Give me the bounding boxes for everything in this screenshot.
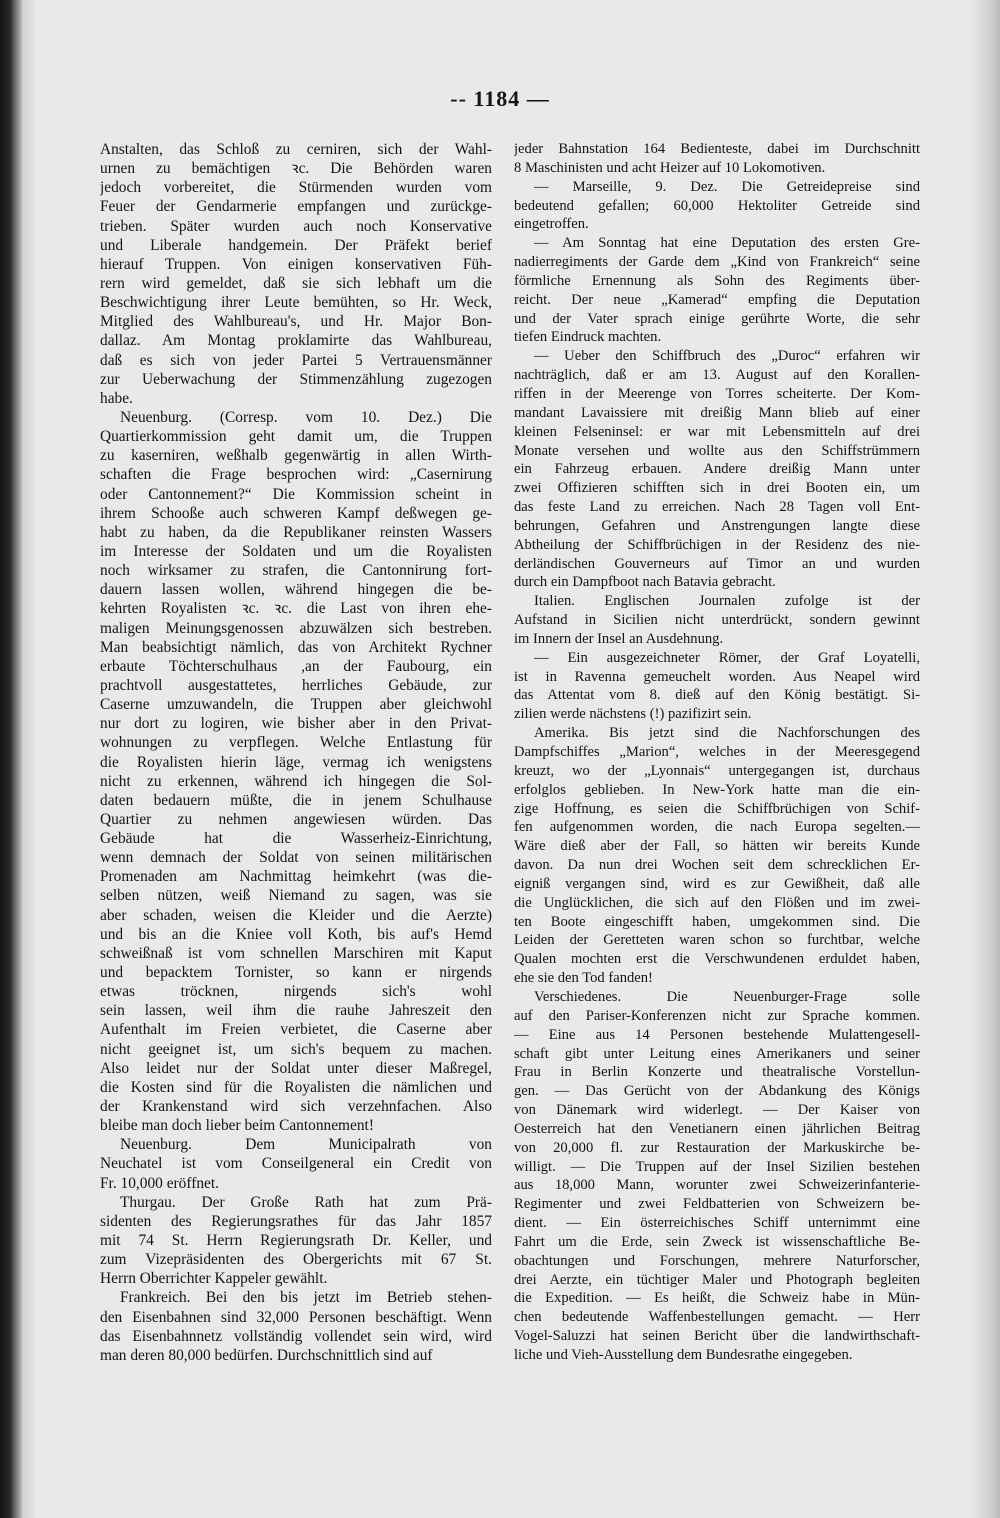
text-line: das feste Land zu erreichen. Nach 28 Tagen voll Ent- [514, 499, 920, 516]
text-line: dient. — Ein österreichisches Schiff unternimmt eine [514, 1215, 920, 1232]
text-line: — Marseille, 9. Dez. Die Getreidepreise sind [534, 178, 920, 195]
text-line: Herrn Oberrichter Kappeler gewählt. [100, 1270, 328, 1288]
text-line: mandant Lavaissiere mit dreißig Mann blieb auf einer [514, 404, 920, 421]
text-line: riffen in der Meerenge von Torres scheiterte. Der Kom- [514, 385, 920, 402]
text-line: tiefen Eindruck machten. [514, 329, 662, 346]
text-line: Oesterreich hat den Venetianern einen jährlichen Beitrag [514, 1120, 920, 1137]
text-line: schweißnaß ist vom schnellen Marschiren mit Kaput [100, 944, 492, 962]
book-binding-edge [0, 0, 22, 1518]
text-line: Caserne umzuwandeln, die Truppen aber gleichwohl [100, 696, 492, 714]
text-line: Amerika. Bis jetzt sind die Nachforschungen des [534, 725, 920, 742]
text-line: Italien. Englischen Journalen zufolge ist der [534, 593, 920, 610]
text-line: bedeutend gefallen; 60,000 Hektoliter Getreide sind [514, 197, 920, 214]
text-line: zwei Offizieren schifften sich in drei Booten ein, um [514, 480, 920, 497]
text-line: derländischen Gouverneurs auf Timor an und wurden [514, 555, 920, 572]
text-line: aus 18,000 Mann, worunter zwei Schweizerinfanterie- [514, 1177, 920, 1194]
text-line: die Unglücklichen, die sich auf den Flößen und im zwei- [514, 894, 920, 911]
text-line: und Liberale handgemein. Der Präfekt berief [100, 236, 492, 254]
left-column [100, 140, 492, 1365]
text-line: der Krankenstand wird sich verzehnfachen. Also [100, 1098, 492, 1116]
text-line: kleinen Felseninsel: er war mit Lebensmitteln auf drei [514, 423, 920, 440]
text-line: Also leidet nur der Soldat unter dieser Maßregel, [100, 1059, 492, 1077]
text-line: behrungen, Gefahren und Anstrengungen langte diese [514, 517, 920, 534]
text-line: förmliche Ernennung als Sohn des Regiments über- [514, 272, 920, 289]
text-line: selben nützen, weiß Niemand zu sagen, was sie [100, 887, 492, 905]
text-line: die Kosten sind für die Royalisten die nämlichen und [100, 1078, 492, 1096]
text-line: daß es sich von jeder Partei 5 Vertrauensmänner [100, 351, 492, 369]
text-line: Mitglied des Wahlbureau's, und Hr. Major Bon- [100, 313, 492, 331]
text-line: drei Aerzte, ein tüchtiger Maler und Photograph begleiten [514, 1271, 920, 1288]
text-line: trieben. Später wurden auch noch Konservative [100, 217, 492, 235]
text-line: erfolglos geblieben. In New-York hatte man die ein- [514, 781, 920, 798]
text-line: hierauf Truppen. Von einigen konservativen Füh- [100, 255, 492, 273]
text-line: man deren 80,000 bedürfen. Durchschnittlich sind auf [100, 1346, 433, 1364]
text-line: daten bedauern müßte, die in jenem Schulhause [100, 791, 492, 809]
text-line: Promenaden am Nachmittag heimkehrt (was die- [100, 868, 492, 886]
text-line: Dampfschiffes „Marion“, welches in der Meeresgegend [514, 744, 920, 760]
text-line: 8 Maschinisten und acht Heizer auf 10 Lokomotiven. [514, 159, 826, 176]
text-line: nicht zu erkennen, während ich hingegen die Sol- [100, 772, 492, 790]
text-line: Qualen mochten erst die Verschwundenen erduldet haben, [514, 951, 920, 968]
text-line: Leiden der Geretteten waren schon so furchtbar, welche [514, 932, 920, 949]
text-line: nachträglich, daß er am 13. August auf den Korallen- [514, 367, 920, 384]
text-line: gen. — Das Gerücht von der Abdankung des Königs [514, 1083, 920, 1100]
text-line: willigt. — Die Truppen auf der Insel Sizilien bestehen [514, 1158, 920, 1175]
text-line: habe. [100, 389, 133, 407]
text-line: Wäre dieß aber der Fall, so hätten wir bereits Kunde [514, 838, 920, 855]
text-line: jeder Bahnstation 164 Bedienteste, dabei im Durchschnitt [514, 141, 920, 157]
text-line: zige Hoffnung, es seien die Schiffbrüchigen von Schif- [514, 800, 920, 817]
text-line: Fahrt um die Erde, sein Zweck ist wissenschaftliche Be- [514, 1233, 920, 1250]
text-line: und bepacktem Tornister, so kann er nirgends [100, 964, 492, 982]
text-line: schaft gibt unter Leitung eines Amerikaners und seiner [514, 1045, 920, 1062]
text-line: durch ein Dampfboot nach Batavia gebracht. [514, 574, 776, 591]
text-line: — Eine aus 14 Personen bestehende Mulattengesell- [514, 1026, 920, 1043]
text-line: Man beabsichtigt nämlich, das von Architekt Rychner [100, 638, 492, 656]
text-line: das Eisenbahnnetz vollständig vollendet sein wird, wird [100, 1327, 492, 1345]
text-line: Feuer der Gendarmerie empfangen und zurückge- [100, 198, 492, 216]
text-line: ein Fahrzeug erbauen. Andere dreißig Mann unter [514, 461, 920, 478]
text-line: Beschwichtigung ihrer Leute bemühten, so Hr. Weck, [100, 294, 492, 312]
text-line: Aufstand in Sicilien nicht unterdrückt, sondern gewinnt [514, 612, 920, 629]
page-gutter [22, 0, 36, 1518]
text-line: und bis an die Kniee voll Koth, bis auf's Hemd [100, 925, 492, 943]
text-line: aber schaden, weisen die Kleider und die Aerzte) [100, 906, 492, 924]
text-line: mit 74 St. Herrn Regierungsrath Dr. Keller, und [100, 1232, 492, 1250]
text-line: die Royalisten hierin läge, vermag ich wenigstens [100, 753, 492, 771]
text-line: Quartier zu nehmen angewiesen würden. Das [100, 810, 492, 828]
text-line: wenn demnach der Soldat von seinen militärischen [100, 849, 492, 867]
text-line: ihrem Schooße auch schweren Kampf deßwegen ge- [100, 504, 492, 522]
text-line: chen bedeutende Waffenbestellungen gemacht. — Herr [514, 1309, 920, 1326]
text-line: zu kaserniren, weßhalb gegenwärtig in allen Wirth- [100, 447, 492, 465]
text-line: die Expedition. — Es heißt, die Schweiz habe in Mün- [514, 1290, 920, 1307]
text-line: kreuzt, wo der „Lyonnais“ untergegangen ist, durchaus [514, 762, 920, 779]
text-line: rern wird gemeldet, daß sie sich lebhaft um die [100, 274, 492, 292]
text-line: Aufenthalt im Freien verbietet, die Caserne aber [100, 1021, 492, 1039]
text-line: prachtvoll ausgestattetes, herrliches Gebäude, zur [100, 676, 492, 694]
text-line: im Innern der Insel an Ausdehnung. [514, 630, 724, 647]
text-line: schaften die Frage besprochen wird: „Casernirung [100, 466, 492, 484]
text-line: — Ein ausgezeichneter Römer, der Graf Loyatelli, [534, 649, 920, 666]
text-line: Gebäude hat die Wasserheiz-Einrichtung, [100, 830, 492, 848]
text-line: im Interesse der Soldaten und um die Royalisten [100, 542, 492, 560]
text-line: nadierregiments der Garde dem „Kind von Frankreich“ seine [514, 254, 920, 271]
text-line: — Ueber den Schiffbruch des „Duroc“ erfahren wir [534, 348, 920, 365]
text-line: zilien werde nächstens (!) pazifizirt sein. [514, 706, 752, 723]
text-line: dauern lassen wollen, während hingegen die be- [100, 581, 492, 599]
text-line: eigniß vergangen sind, wird es zur Gewißheit, daß alle [514, 875, 920, 892]
text-line: zum Vizepräsidenten des Obergerichts mit 67 St. [100, 1251, 492, 1269]
right-column [514, 140, 920, 1365]
text-line: jedoch vorbereitet, die Stürmenden wurden vom [100, 179, 492, 197]
text-line: Neuenburg. Dem Municipalrath von [120, 1136, 492, 1154]
text-line: obachtungen und Forschungen, mehrere Naturforscher, [514, 1252, 920, 1269]
text-line: wohnungen zu verpflegen. Welche Entlastung für [100, 734, 492, 752]
text-line: nicht geeignet ist, um sich's bequem zu machen. [100, 1040, 492, 1058]
text-line: das Attentat vom 8. dieß auf den König bestätigt. Si- [514, 687, 920, 704]
text-line: Thurgau. Der Große Rath hat zum Prä- [120, 1193, 492, 1211]
text-line: davon. Da nun drei Wochen seit dem schrecklichen Er- [514, 857, 920, 874]
text-line: Neuchatel ist vom Conseilgeneral ein Credit von [100, 1155, 492, 1173]
text-line: Verschiedenes. Die Neuenburger-Frage solle [534, 988, 920, 1005]
text-line: Frau in Berlin Konzerte und theatralische Vorstellun- [514, 1064, 920, 1081]
text-line: Quartierkommission geht damit um, die Truppen [100, 428, 492, 446]
text-line: und der Vater sprach einige gerührte Worte, die sehr [514, 310, 920, 327]
text-line: kehrten Royalisten ꝛc. ꝛc. die Last von ihren ehe- [100, 600, 492, 618]
text-line: Abtheilung der Schiffbrüchigen in der Residenz des nie- [514, 536, 920, 553]
text-line: dallaz. Am Montag proklamirte das Wahlbureau, [100, 332, 492, 350]
text-line: auf den Pariser-Konferenzen nicht zur Sprache kommen. [514, 1007, 920, 1024]
text-line: — Am Sonntag hat eine Deputation des ersten Gre- [534, 235, 920, 252]
text-line: Fr. 10,000 eröffnet. [100, 1174, 219, 1192]
text-line: ten Boote eingeschifft haben, umgekommen sind. Die [514, 913, 920, 930]
text-line: urnen zu bemächtigen ꝛc. Die Behörden waren [100, 160, 492, 178]
text-line: Vogel-Saluzzi hat seinen Bericht über die landwirthschaft- [514, 1328, 920, 1345]
text-line: Monate versehen und wollte aus den Schiffstrümmern [514, 442, 920, 459]
text-line: ist in Ravenna gemeuchelt worden. Aus Neapel wird [514, 668, 920, 685]
text-line: sidenten des Regierungsrathes für das Jahr 1857 [100, 1212, 492, 1230]
text-line: habt zu haben, da die Republikaner reinsten Wassers [100, 523, 492, 541]
text-line: Neuenburg. (Corresp. vom 10. Dez.) Die [120, 408, 492, 426]
text-line: noch wirksamer zu strafen, die Cantonnirung fort- [100, 562, 492, 580]
page-number: -- 1184 — [450, 86, 550, 111]
text-line: Anstalten, das Schloß zu cerniren, sich der Wahl- [100, 141, 492, 158]
text-line: den Eisenbahnen sind 32,000 Personen beschäftigt. Wenn [100, 1308, 492, 1326]
text-line: zur Ueberwachung der Stimmenzählung zugezogen [100, 370, 492, 388]
text-line: erbaute Töchterschulhaus ,an der Faubourg, ein [100, 657, 492, 675]
text-line: eingetroffen. [514, 216, 589, 233]
text-line: sein lassen, weil ihm die rauhe Jahreszeit den [100, 1002, 492, 1020]
text-line: Frankreich. Bei den bis jetzt im Betrieb stehen- [120, 1289, 492, 1307]
text-line: von Dänemark wird widerlegt. — Der Kaiser von [514, 1102, 920, 1119]
text-line: maligen Meinungsgenossen abzuwälzen sich bestreben. [100, 619, 492, 637]
text-line: von 20,000 fl. zur Restauration der Markuskirche be- [514, 1139, 920, 1156]
text-line: nur dort zu logiren, wie bisher aber in den Privat- [100, 715, 492, 733]
text-line: oder Cantonnement?“ Die Kommission scheint in [100, 485, 492, 503]
text-line: Regimenter und zwei Feldbatterien von Schweizern be- [514, 1196, 920, 1213]
text-line: etwas tröcknen, nirgends sich's wohl [100, 983, 492, 1001]
text-line: liche und Vieh-Ausstellung dem Bundesrathe eingegeben. [514, 1347, 853, 1363]
text-line: bleibe man doch lieber beim Cantonnement! [100, 1117, 374, 1135]
text-line: reicht. Der neue „Kamerad“ empfing die Deputation [514, 291, 920, 308]
text-line: ehe sie den Tod fanden! [514, 970, 653, 987]
page-right-edge [970, 0, 1000, 1518]
text-line: fen aufgenommen worden, die nach Europa segelten.— [514, 819, 920, 836]
